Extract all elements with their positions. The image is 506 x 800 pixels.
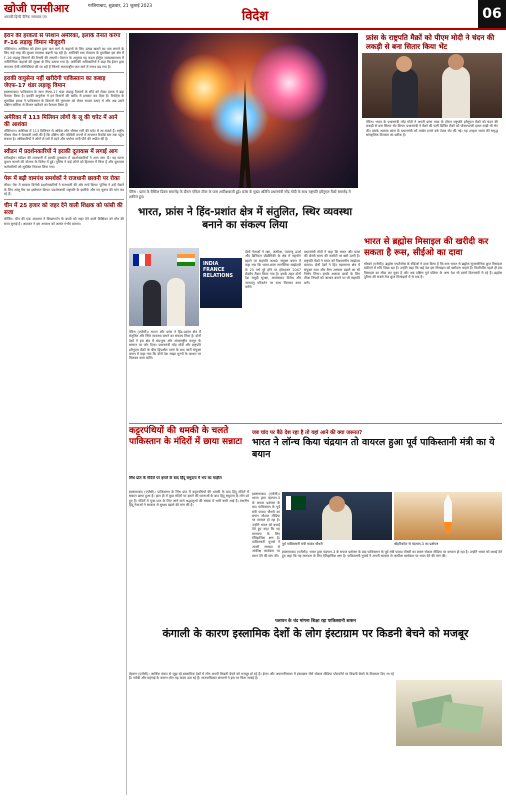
- divider: [4, 145, 124, 146]
- page-number: 06: [478, 0, 506, 28]
- banknote-icon: [440, 701, 483, 732]
- newspaper-logo: [4, 3, 76, 25]
- person-head: [448, 54, 464, 70]
- article-body: [4, 47, 124, 69]
- chandrayaan-body: इस्लामाबाद (एजेंसी)। भारत द्वारा चंद्रयान-3 के सफल प्रक्षेपण के बाद पाकिस्तान के पूर्व मंत्री फवाद चौधरी का बयान सोशल मीडिया पर वायरल हो रहा है। उन्होंने भारत को बधाई देते हुए कहा कि यह मानवता के लिए ऐतिहासिक क्षण है। पाकिस्तानी यूजर्स ने अपनी सरकार से अंतरिक्ष कार्यक्रम पर ध्यान देने की मांग की।: [252, 492, 280, 558]
- fawad-chaudhry-photo: [282, 492, 392, 540]
- main-body-col3: प्रधानमंत्री मोदी ने कहा कि भारत और फ्रांस की दोस्ती समय की कसौटी पर खरी उतरी है। राष्ट्रपति मैक्रों ने भारत को विश्वसनीय साझेदार बताया। दोनों देशों ने हिंद महासागर क्षेत्र में संयुक्त गश्त और सैन्य अभ्यास बढ़ाने का भी निर्णय लिया। इसके अलावा छात्रों के लिए वीजा नियमों को आसान बनाने पर भी सहमति बनी।: [304, 250, 360, 285]
- column-divider: [126, 33, 127, 795]
- main-headline: भारत, फ्रांस ने हिंद-प्रशांत क्षेत्र में संतुलित, स्थिर व्यवस्था बनाने का संकल्प लिया: [137, 206, 353, 231]
- logo-text: खोजी एनसीआर: [4, 2, 69, 15]
- article-body: [4, 183, 124, 196]
- kidney-body: तेहरान (एजेंसी)। आर्थिक संकट से जूझ रहे इस्लामिक देशों में लोग अपनी किडनी बेचने को मजबूर हो रहे हैं। ईरान और अफगानिस्तान में इंस्टाग्राम जैसे सोशल मीडिया प्लेटफॉर्म पर किडनी बेचने के विज्ञापन दिए जा रहे हैं। गरीबी और महंगाई के कारण लोग यह कदम उठा रहे हैं। मानवाधिकार संगठनों ने इस पर चिंता जताई है।: [129, 672, 394, 681]
- person-figure: [167, 278, 185, 326]
- article-text: स्टॉकहोम। स्वीडन की राजधानी में इराकी दूतावास में प्रदर्शनकारियों ने आग लगा दी। यह घटना कुरान जलाने की योजना के विरोध में हुई। पुलिस ने कई लोगों को हिरासत में लिया है और दूतावास कर्मचारियों को सुरक्षित निकाल लिया गया।: [4, 155, 124, 169]
- pakistan-flag-icon: [286, 496, 306, 510]
- article-text: वॉशिंगटन। अमेरिका को ईरान द्वारा जल मार्ग से जहाजों के लिए उत्पन्न खतरों का पता लगाने के लिए कई तरह की सुरक्षा व्यवस्था बढ़ानी पड़ रही है। अमेरिकी रक्षा मंत्रालय के मुताबिक इस क्षेत्र में F-16 लड़ाकू विमानों की तैनाती की जाएगी। पेंटागन के अनुसार यह कदम होर्मुज जलडमरूमध्य में वाणिज्यिक जहाजों की सुरक्षा के लिए उठाया गया है। अमेरिकी अधिकारियों ने कहा कि ईरान द्वारा लगातार ऐसी गतिविधियां की जा रही हैं जिनसे अंतरराष्ट्रीय जल मार्ग में तनाव बढ़ गया है।: [4, 47, 124, 69]
- article-text: बीजिंग। चीन की एक अदालत ने किंडरगार्टन के बच्चों को जहर देने वाली शिक्षिका को मौत की सजा सुनाई है। अदालत ने इस अपराध को अत्यंत गंभीर बताया।: [4, 217, 124, 226]
- cash-photo: [396, 680, 502, 746]
- article-headline: चीन में 25 हजार को जहर देने वाली शिक्षक को फांसी की सजा: [4, 203, 123, 217]
- article-headline: स्वीडन में प्रदर्शनकारियों ने इराकी दूतावास में लगाई आग: [4, 148, 118, 155]
- kidney-story: [129, 619, 502, 641]
- article-headline: अमेरिका में 113 मिलियन लोगों के लू की चपेट में आने की आशंका: [4, 114, 118, 128]
- divider: [4, 199, 124, 200]
- india-flag-icon: [177, 254, 195, 266]
- terror-headline: कट्टरपंथियों की धमकी के चलते पाकिस्तान के मंदिरों में छाया सन्नाटा: [129, 426, 243, 447]
- article-text: लीमा। पेरू में सरकार विरोधी प्रदर्शनकारियों ने राजधानी की ओर मार्च किया। पुलिस ने उन्हें रोकने के लिए आंसू गैस का इस्तेमाल किया। प्रदर्शनकारी राष्ट्रपति के इस्तीफे और नए चुनाव की मांग कर रहे हैं।: [4, 183, 124, 196]
- article-body: [4, 129, 124, 142]
- masthead: [0, 0, 506, 30]
- person-figure: [442, 66, 470, 118]
- main-body-col1: पेरिस (एजेंसी)। भारत और फ्रांस ने हिंद-प्रशांत क्षेत्र में संतुलित और स्थिर व्यवस्था बनाने का संकल्प लिया है। दोनों देशों ने इस क्षेत्र में संप्रभुता और अंतरराष्ट्रीय कानून के सम्मान पर जोर दिया। प्रधानमंत्री नरेंद्र मोदी और राष्ट्रपति इमैनुएल मैक्रों के बीच द्विपक्षीय वार्ता के बाद जारी संयुक्त बयान में कहा गया कि दोनों देश साझा मूल्यों के आधार पर मिलकर काम करेंगे।: [129, 330, 201, 361]
- left-column: [4, 33, 124, 795]
- chandrayaan-headline-group: [252, 430, 502, 461]
- photo-caption: श्रीहरिकोटा से चंद्रयान-3 का प्रक्षेपण: [394, 542, 439, 546]
- article-headline: पेरू में बढ़ी वामपंथ समर्थकों ने राजधानी छावनी पर रोका: [4, 176, 120, 183]
- article-body: [4, 90, 124, 108]
- article-headline: इराकी वायुसेना नहीं खरीदेगी पाकिस्तान का कबाड़ जेएफ-17 थंडर लड़ाकू विमान: [4, 76, 106, 90]
- issue-date: गाजियाबाद, शुक्रवार, 21 जुलाई 2023: [88, 4, 153, 9]
- rocket-launch-photo: [394, 492, 502, 540]
- person-figure: [143, 280, 161, 326]
- person-head: [396, 56, 412, 72]
- chandrayaan-more: इस्लामाबाद (एजेंसी)। भारत द्वारा चंद्रयान-3 के सफल प्रक्षेपण के बाद पाकिस्तान के पूर्व मंत्री फवाद चौधरी का बयान सोशल मीडिया पर वायरल हो रहा है। उन्होंने भारत को बधाई देते हुए कहा कि यह मानवता के लिए ऐतिहासिक क्षण है। पाकिस्तानी यूजर्स ने अपनी सरकार से अंतरिक्ष कार्यक्रम पर ध्यान देने की मांग की।: [282, 550, 502, 559]
- kidney-kicker: पलायन के चंद मांगना शिक्षा रहा पाकिस्तानी शासन: [275, 619, 356, 624]
- section-title: विदेश: [241, 9, 269, 24]
- main-body-col2: दोनों नेताओं ने रक्षा, अंतरिक्ष, परमाणु ऊर्जा और डिजिटल प्रौद्योगिकी के क्षेत्र में सहयोग बढ़ाने पर सहमति जताई। संयुक्त बयान में कहा गया कि भारत-फ्रांस रणनीतिक साझेदारी के 25 वर्ष पूरे होने पर होराइजन 2047 रोडमैप तैयार किया गया है। इसके तहत दोनों देश समुद्री सुरक्षा, आतंकवाद विरोध और जलवायु परिवर्तन पर साथ मिलकर काम करेंगे।: [245, 250, 301, 290]
- person-head: [329, 496, 345, 512]
- brahmos-headline: भारत से ब्रह्मोस मिसाइल की खरीदी कर सकता है रूस, सीईओ का दावा: [364, 237, 489, 258]
- brahmos-body: मॉस्को (एजेंसी)। ब्रह्मोस एयरोस्पेस के सीईओ ने दावा किया है कि रूस भारत से ब्रह्मोस सुपरसोनिक क्रूज मिसाइल खरीदने में रुचि दिखा रहा है। उन्होंने कहा कि कई देश इस मिसाइल को खरीदना चाहते हैं। फिलीपींस पहले ही इस मिसाइल का सौदा कर चुका है और अब दक्षिण पूर्व एशिया के अन्य देश भी इसमें दिलचस्पी ले रहे हैं। ब्रह्मोस दुनिया की सबसे तेज क्रूज मिसाइलों में से एक है।: [364, 262, 502, 280]
- gift-story: [362, 33, 502, 233]
- relations-graphic: INDIA FRANCE RELATIONS: [200, 258, 242, 308]
- chandrayaan-headline: भारत ने लॉन्च किया चंद्रयान तो वायरल हुआ पूर्व पाकिस्तानी मंत्री का ये बयान: [252, 437, 495, 460]
- person-figure: [392, 68, 418, 118]
- photo-caption: पूर्व पाकिस्तानी मंत्री फवाद चौधरी: [282, 542, 323, 546]
- divider: [4, 72, 124, 73]
- gift-headline: फ्रांस के राष्ट्रपति मैक्रों को पीएम मोदी ने चंदन की लकड़ी से बना सितार किया भेंट: [366, 33, 495, 51]
- article-body: [4, 156, 124, 169]
- chandrayaan-kicker: जब चांद पर बैठे देश रहा है तो यहां आने की क्या जरूरत?: [252, 430, 363, 436]
- gift-body: पेरिस। भारत के प्रधानमंत्री नरेंद्र मोदी ने अपनी फ्रांस यात्रा के दौरान राष्ट्रपति इमैनुएल मैक्रों को चंदन की लकड़ी से बना सितार भेंट किया। प्रधानमंत्री ने मैक्रों की पत्नी ब्रिजिट मैक्रों को पोचमपल्ली इकत साड़ी भी भेंट की। इसके अलावा फ्रांस के प्रधानमंत्री को मार्बल इनले वर्क टेबल भेंट की गई। यह उपहार भारत की समृद्ध सांस्कृतिक विरासत का प्रतीक है।: [366, 120, 498, 138]
- eiffel-tower-icon: [239, 78, 251, 188]
- article-text: वॉशिंगटन। अमेरिका में 113 मिलियन से अधिक लोग भीषण गर्मी की चपेट में आ सकते हैं। राष्ट्रीय मौसम सेवा ने चेतावनी जारी की है कि दक्षिण और पश्चिमी राज्यों में तापमान रिकॉर्ड स्तर तक पहुंच सकता है। अधिकारियों ने लोगों से घरों में रहने और पर्याप्त पानी पीने की अपील की है।: [4, 128, 124, 142]
- section-rule: [129, 423, 502, 424]
- rocket-icon: [440, 494, 456, 534]
- article-headline: ईरान की हरकतों से परेशान अमेरिका, इलाके तैनात करेगा F-16 लड़ाकू विमान मौजूदगी: [4, 33, 121, 46]
- modi-macron-handshake-photo: [129, 248, 199, 326]
- terror-body: इस्लामाबाद (एजेंसी)। पाकिस्तान के सिंध प्रांत में कट्टरपंथियों की धमकी के बाद हिंदू मंदिरों में सन्नाटा छाया हुआ है। हाल ही में कुछ मंदिरों पर हमले की घटनाओं के बाद हिंदू समुदाय के लोग डरे हुए हैं। मंदिरों में पूजा-पाठ के लिए आने वाले श्रद्धालुओं की संख्या में भारी कमी आई है। स्थानीय हिंदू नेताओं ने सरकार से सुरक्षा बढ़ाने की मांग की है।: [129, 490, 249, 508]
- kidney-headline: कंगाली के कारण इस्लामिक देशों के लोग इंस्टाग्राम पर किडनी बेचने को मजबूर: [162, 627, 469, 640]
- divider: [4, 111, 124, 112]
- article-text: इस्लामाबाद। पाकिस्तान के साथ जेएफ-17 थंडर लड़ाकू विमानों के सौदे को लेकर इराक ने बड़ा फैसला किया है। इराकी वायुसेना ने इन विमानों की खरीद से इनकार कर दिया है। रिपोर्ट्स के मुताबिक इराक ने पाकिस्तान के विमानों की गुणवत्ता को लेकर सवाल उठाए थे और अब उसने दक्षिण कोरिया से विमान खरीदने का फैसला किया है।: [4, 90, 124, 108]
- modi-macron-photo: [362, 53, 502, 118]
- logo-tagline: आपकी हिन्दी दैनिक समाचार पत्र: [4, 15, 47, 19]
- divider: [4, 172, 124, 173]
- france-flag-icon: [133, 254, 151, 266]
- terror-sub: सिंध प्रांत के मंदिरों पर हमले के बाद हिंदू समुदाय में भय का माहौल: [129, 476, 222, 480]
- article-body: [4, 217, 124, 226]
- eiffel-fireworks-photo: [129, 33, 358, 188]
- hero-caption: पेरिस : फ्रांस के बैस्टिल डिवस समारोह के दौरान एफिल टॉवर के पास आतिशबाजी हुई। फ्रांस के मुख्य अतिथि प्रधानमंत्री नरेंद्र मोदी के साथ राष्ट्रपति इमैनुएल मैक्रों समारोह में शामिल हुए।: [129, 190, 351, 199]
